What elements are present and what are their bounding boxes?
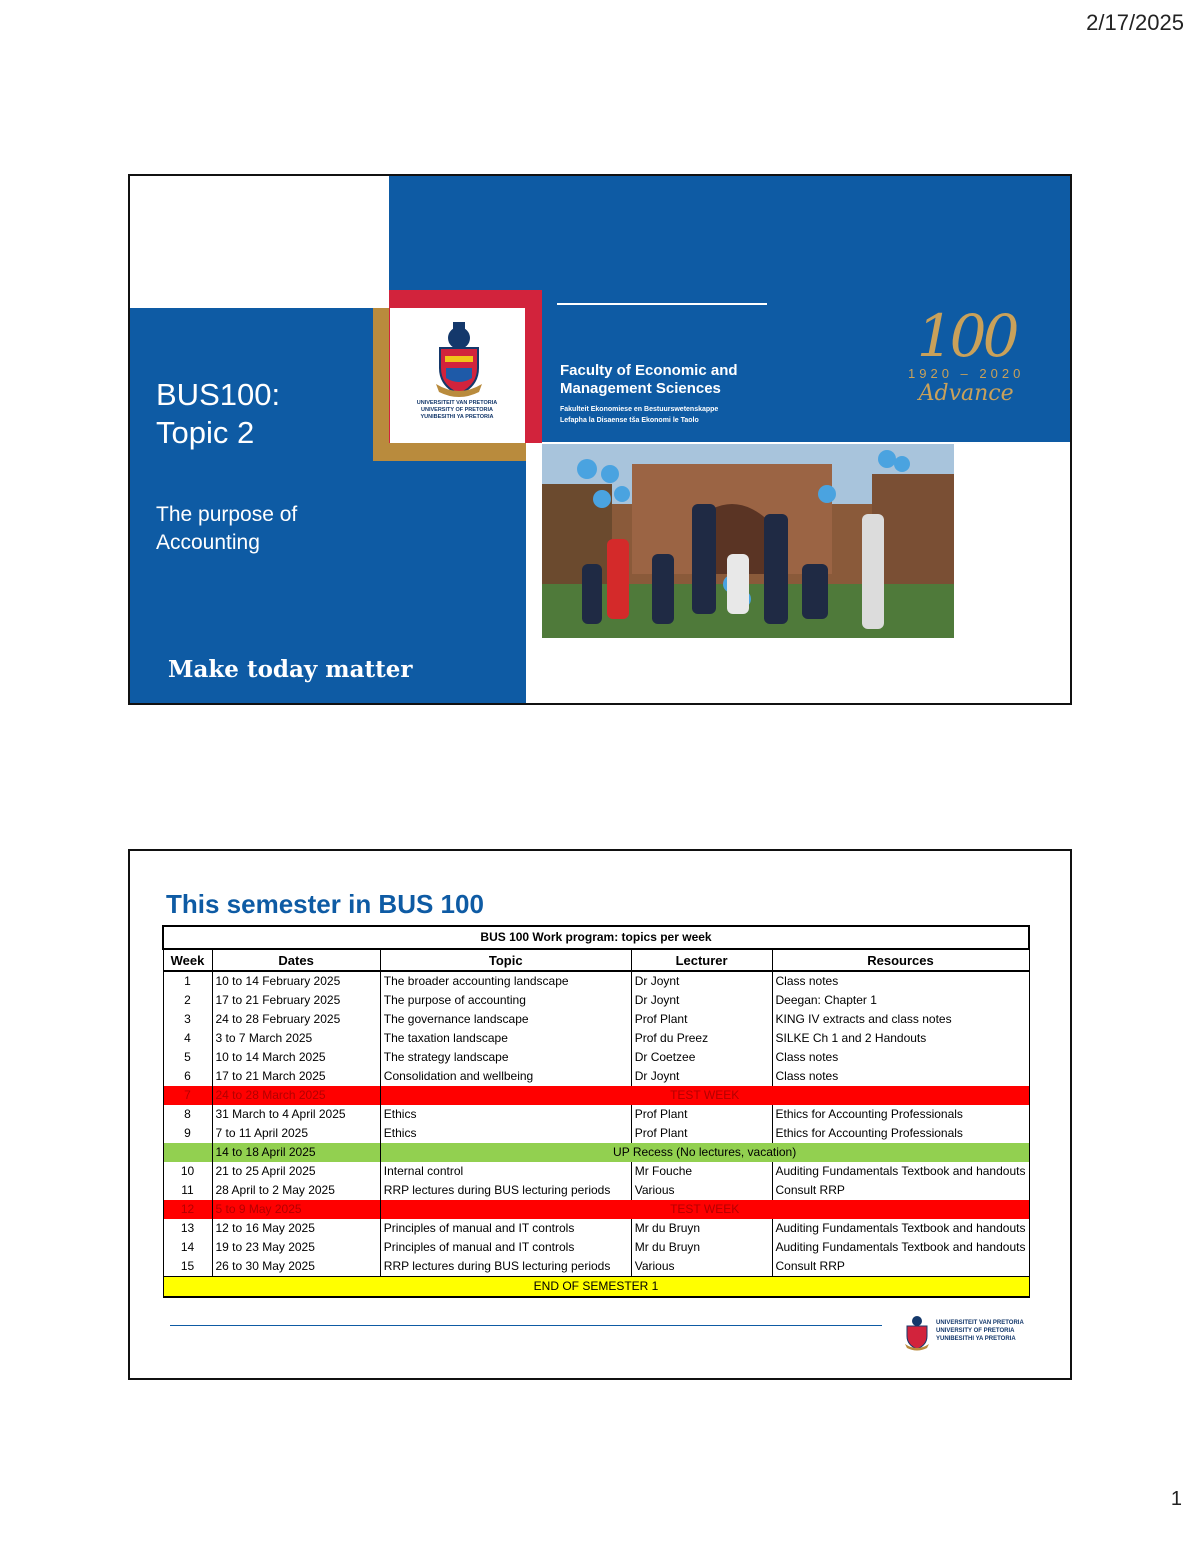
print-date: 2/17/2025 <box>1086 10 1184 35</box>
divider-line <box>557 303 767 305</box>
table-cell: 10 to 14 February 2025 <box>212 971 380 991</box>
footer-logo <box>902 1313 932 1358</box>
faculty-name-line1: Faculty of Economic and <box>560 362 738 379</box>
table-cell: Class notes <box>772 1067 1029 1086</box>
table-cell: 2 <box>163 991 212 1010</box>
table-cell: 26 to 30 May 2025 <box>212 1257 380 1277</box>
table-cell: Auditing Fundamentals Textbook and handouts <box>772 1162 1029 1181</box>
table-cell: 14 <box>163 1238 212 1257</box>
header-resources: Resources <box>772 949 1029 971</box>
faculty-name <box>560 362 738 398</box>
test-week-row <box>163 1086 1029 1105</box>
table-cell: 15 <box>163 1257 212 1277</box>
test-week-row <box>163 1200 1029 1219</box>
table-row <box>163 1105 1029 1124</box>
table-row <box>163 1029 1029 1048</box>
table-row <box>163 1124 1029 1143</box>
table-cell: Deegan: Chapter 1 <box>772 991 1029 1010</box>
table-cell: Various <box>631 1257 772 1277</box>
table-cell: Auditing Fundamentals Textbook and handouts <box>772 1219 1029 1238</box>
table-cell: 8 <box>163 1105 212 1124</box>
work-program-table <box>162 925 1030 1298</box>
table-cell: 12 to 16 May 2025 <box>212 1219 380 1238</box>
table-cell: The governance landscape <box>380 1010 631 1029</box>
table-cell: 7 <box>163 1086 212 1105</box>
table-cell: The broader accounting landscape <box>380 971 631 991</box>
table-cell <box>163 1143 212 1162</box>
table-cell: RRP lectures during BUS lecturing periods <box>380 1181 631 1200</box>
table-cell: Ethics for Accounting Professionals <box>772 1124 1029 1143</box>
end-of-semester-row <box>163 1277 1029 1298</box>
table-cell: 10 to 14 March 2025 <box>212 1048 380 1067</box>
university-crest-icon <box>902 1313 932 1353</box>
table-cell: Prof du Preez <box>631 1029 772 1048</box>
schedule-slide <box>128 849 1072 1380</box>
table-cell: The taxation landscape <box>380 1029 631 1048</box>
faculty-afrikaans: Fakulteit Ekonomiese en Bestuurswetenskappe <box>560 406 719 413</box>
table-row <box>163 1181 1029 1200</box>
page-number: 1 <box>1170 1488 1182 1510</box>
table-cell: 17 to 21 February 2025 <box>212 991 380 1010</box>
table-cell: Auditing Fundamentals Textbook and handouts <box>772 1238 1029 1257</box>
table-cell: 24 to 28 March 2025 <box>212 1086 380 1105</box>
table-cell: Mr du Bruyn <box>631 1219 772 1238</box>
table-cell: Principles of manual and IT controls <box>380 1219 631 1238</box>
table-cell: UP Recess (No lectures, vacation) <box>380 1143 1029 1162</box>
table-cell: Internal control <box>380 1162 631 1181</box>
faculty-translations <box>560 404 718 426</box>
centenary-emblem <box>908 302 1025 406</box>
table-caption: BUS 100 Work program: topics per week <box>163 926 1029 949</box>
table-cell: 14 to 18 April 2025 <box>212 1143 380 1162</box>
table-cell: Mr Fouche <box>631 1162 772 1181</box>
table-cell: 24 to 28 February 2025 <box>212 1010 380 1029</box>
schedule-title: This semester in BUS 100 <box>166 889 484 919</box>
table-row <box>163 971 1029 991</box>
logo-text-sepedi: YUNIBESITHI YA PRETORIA <box>420 414 494 420</box>
table-cell: 28 April to 2 May 2025 <box>212 1181 380 1200</box>
slide-title <box>156 376 280 452</box>
table-row <box>163 1162 1029 1181</box>
table-cell: 21 to 25 April 2025 <box>212 1162 380 1181</box>
table-cell: Ethics <box>380 1105 631 1124</box>
table-cell: Dr Joynt <box>631 971 772 991</box>
table-cell: Prof Plant <box>631 1105 772 1124</box>
slide-title-line2: Topic 2 <box>156 415 255 450</box>
footer-logo-text <box>936 1319 1024 1343</box>
table-cell: TEST WEEK <box>380 1200 1029 1219</box>
table-cell: Ethics for Accounting Professionals <box>772 1105 1029 1124</box>
table-cell: 7 to 11 April 2025 <box>212 1124 380 1143</box>
title-slide <box>128 174 1072 705</box>
table-cell: The purpose of accounting <box>380 991 631 1010</box>
table-cell: Class notes <box>772 1048 1029 1067</box>
table-row <box>163 991 1029 1010</box>
centenary-years: 1920 – 2020 <box>908 366 1025 381</box>
table-cell: RRP lectures during BUS lecturing periods <box>380 1257 631 1277</box>
table-cell: Consolidation and wellbeing <box>380 1067 631 1086</box>
table-cell: TEST WEEK <box>380 1086 1029 1105</box>
table-cell: Ethics <box>380 1124 631 1143</box>
slide-title-line1: BUS100: <box>156 377 281 412</box>
logo-text-english: UNIVERSITY OF PRETORIA <box>421 407 493 413</box>
table-cell: 19 to 23 May 2025 <box>212 1238 380 1257</box>
university-crest-icon <box>390 308 525 443</box>
logo-text-afrikaans: UNIVERSITEIT VAN PRETORIA <box>416 400 498 406</box>
table-cell: 10 <box>163 1162 212 1181</box>
table-cell: Prof Plant <box>631 1124 772 1143</box>
table-row <box>163 1257 1029 1277</box>
table-cell: 3 <box>163 1010 212 1029</box>
centenary-word: Advance <box>918 381 1014 406</box>
header-lecturer: Lecturer <box>631 949 772 971</box>
table-cell: SILKE Ch 1 and 2 Handouts <box>772 1029 1029 1048</box>
footer-logo-afrikaans: UNIVERSITEIT VAN PRETORIA <box>936 1320 1024 1326</box>
university-logo <box>390 308 525 443</box>
footer-logo-english: UNIVERSITY OF PRETORIA <box>936 1328 1015 1334</box>
table-cell: 13 <box>163 1219 212 1238</box>
table-cell: Various <box>631 1181 772 1200</box>
table-row <box>163 1238 1029 1257</box>
table-cell: Consult RRP <box>772 1257 1029 1277</box>
table-cell: Class notes <box>772 971 1029 991</box>
table-cell: END OF SEMESTER 1 <box>163 1277 1029 1298</box>
table-cell: 17 to 21 March 2025 <box>212 1067 380 1086</box>
table-row <box>163 1067 1029 1086</box>
table-row <box>163 1048 1029 1067</box>
table-cell: Consult RRP <box>772 1181 1029 1200</box>
slide-subtitle <box>156 501 297 557</box>
table-cell: 11 <box>163 1181 212 1200</box>
table-cell: 6 <box>163 1067 212 1086</box>
table-cell: 1 <box>163 971 212 991</box>
table-cell: Dr Joynt <box>631 991 772 1010</box>
table-cell: 5 <box>163 1048 212 1067</box>
table-row <box>163 1010 1029 1029</box>
recess-row <box>163 1143 1029 1162</box>
faculty-name-line2: Management Sciences <box>560 380 721 397</box>
table-cell: Prof Plant <box>631 1010 772 1029</box>
header-topic: Topic <box>380 949 631 971</box>
slide-subtitle-line1: The purpose of <box>156 503 298 526</box>
header-dates: Dates <box>212 949 380 971</box>
faculty-sepedi: Lefapha la Disaense tša Ekonomi le Taolo <box>560 417 699 424</box>
tagline: Make today matter <box>168 656 413 683</box>
slide-subtitle-line2: Accounting <box>156 531 260 554</box>
table-cell: 5 to 9 May 2025 <box>212 1200 380 1219</box>
campus-photo <box>542 444 954 638</box>
table-cell: 4 <box>163 1029 212 1048</box>
table-cell: Principles of manual and IT controls <box>380 1238 631 1257</box>
table-cell: Mr du Bruyn <box>631 1238 772 1257</box>
centenary-number: 100 <box>916 302 1016 370</box>
table-row <box>163 1219 1029 1238</box>
campus-group-photo-icon <box>542 444 954 638</box>
header-week: Week <box>163 949 212 971</box>
table-cell: The strategy landscape <box>380 1048 631 1067</box>
table-cell: Dr Joynt <box>631 1067 772 1086</box>
table-cell: KING IV extracts and class notes <box>772 1010 1029 1029</box>
table-cell: 3 to 7 March 2025 <box>212 1029 380 1048</box>
table-cell: 31 March to 4 April 2025 <box>212 1105 380 1124</box>
footer-rule <box>170 1325 882 1326</box>
table-cell: Dr Coetzee <box>631 1048 772 1067</box>
table-cell: 9 <box>163 1124 212 1143</box>
footer-logo-sepedi: YUNIBESITHI YA PRETORIA <box>936 1336 1016 1342</box>
table-cell: 12 <box>163 1200 212 1219</box>
